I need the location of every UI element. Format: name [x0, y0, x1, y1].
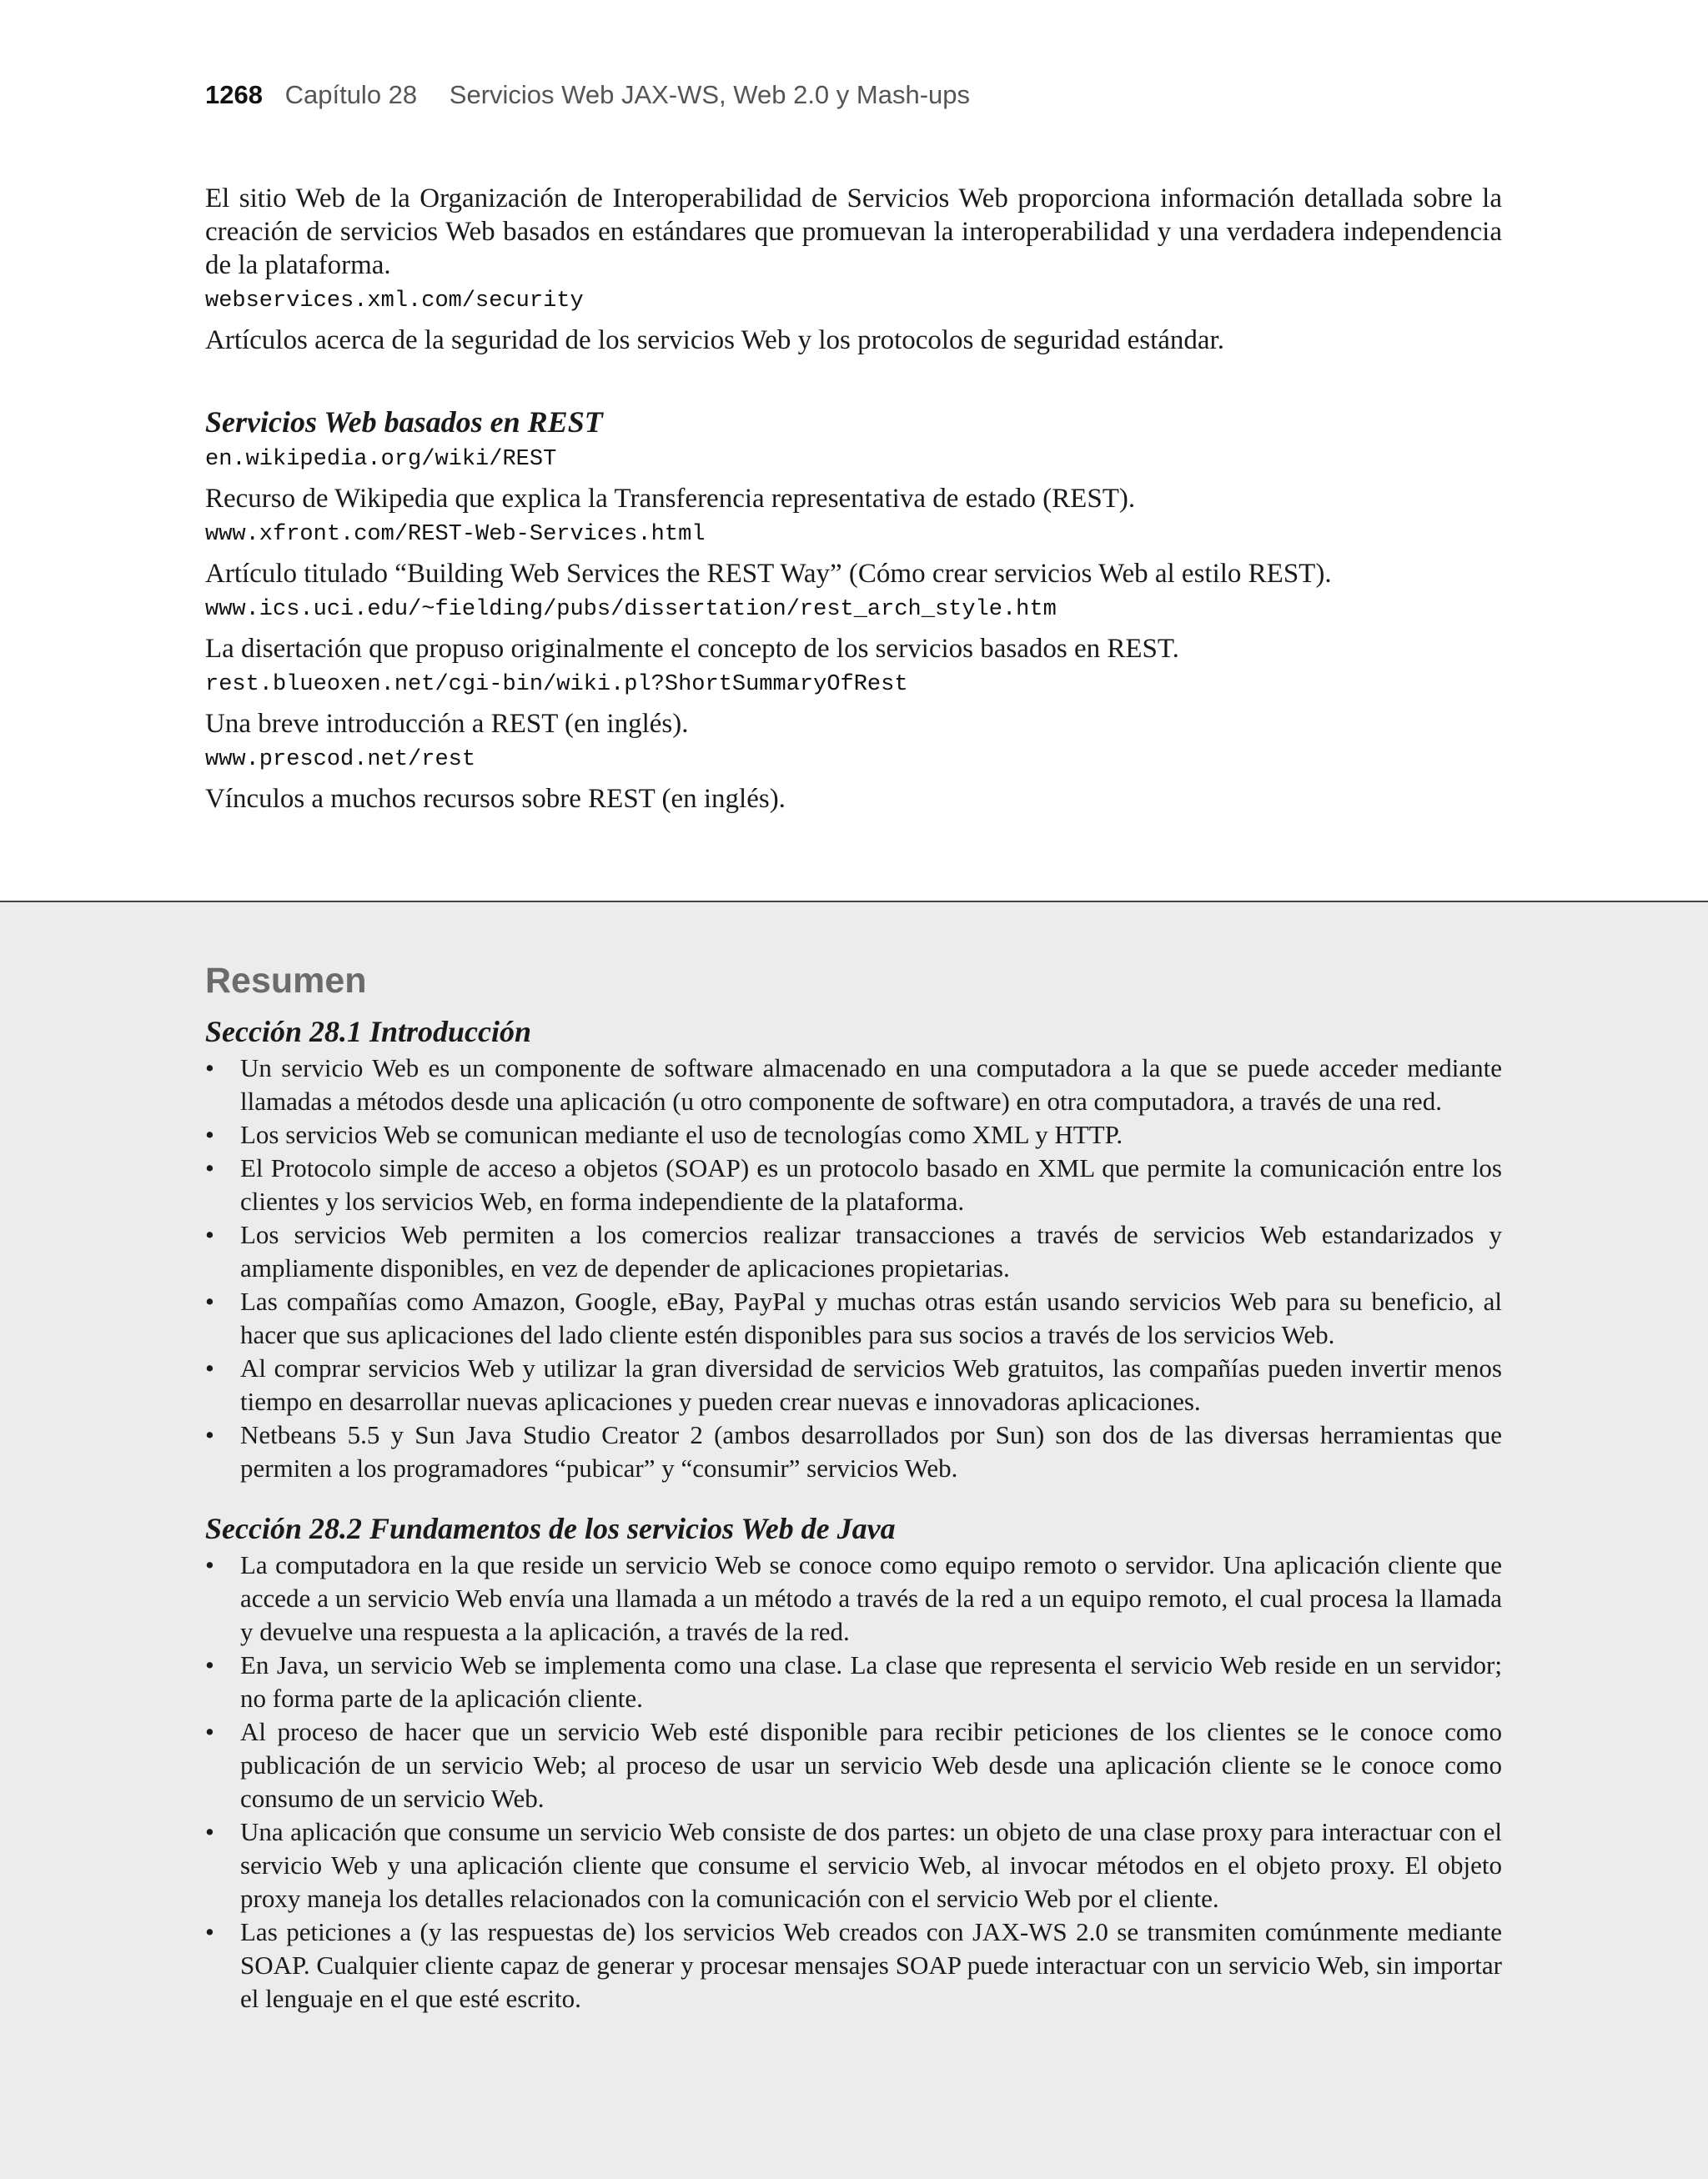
- summary-title: Resumen: [205, 961, 367, 1001]
- resource-description: Artículos acerca de la seguridad de los servicios Web y los protocolos de seguridad estándar.: [205, 325, 1224, 355]
- resource-url: en.wikipedia.org/wiki/REST: [205, 447, 557, 472]
- summary-box: [0, 901, 1708, 2179]
- bullet-list: [205, 1549, 1502, 2016]
- bullet-item: • El Protocolo simple de acceso a objetos (SOAP) es un protocolo basado en XML que permite la comunicación entre los clientes y los servicios Web, en forma independiente de la plataforma.: [205, 1152, 1502, 1218]
- bullet-item: • Un servicio Web es un componente de software almacenado en una computadora a la que se puede acceder mediante llamadas a métodos desde una aplicación (u otro componente de software) en otra computadora, a través de una red.: [205, 1052, 1502, 1118]
- bullet-item: • Al comprar servicios Web y utilizar la gran diversidad de servicios Web gratuitos, las compañías pueden invertir menos tiempo en desarrollar nuevas aplicaciones y pueden crear nuevas e innovadoras aplicaciones.: [205, 1352, 1502, 1418]
- page-number: 1268: [205, 80, 263, 109]
- bullet-item: • Las peticiones a (y las respuestas de) los servicios Web creados con JAX-WS 2.0 se transmiten comúnmente mediante SOAP. Cualquier cliente capaz de generar y procesar mensajes SOAP puede interactuar con un servicio Web, sin importar el lenguaje en el que esté escrito.: [205, 1915, 1502, 2016]
- resource-description: Vínculos a muchos recursos sobre REST (en inglés).: [205, 784, 786, 814]
- bullet-item: • En Java, un servicio Web se implementa como una clase. La clase que representa el servicio Web reside en un servidor; no forma parte de la aplicación cliente.: [205, 1649, 1502, 1715]
- chapter-label: Capítulo 28: [284, 80, 418, 109]
- bullet-item: • Los servicios Web se comunican mediante el uso de tecnologías como XML y HTTP.: [205, 1118, 1502, 1152]
- summary-content: [205, 961, 1502, 2016]
- section-heading: Sección 28.1 Introducción: [205, 1015, 532, 1048]
- bullet-item: • Las compañías como Amazon, Google, eBay, PayPal y muchas otras están usando servicios Web para su beneficio, al hacer que sus aplicaciones del lado cliente estén disponibles para sus socios a través de los servicios Web.: [205, 1285, 1502, 1352]
- rest-section-heading: Servicios Web basados en REST: [205, 405, 603, 439]
- references-block: [205, 182, 1502, 816]
- running-header: [205, 80, 970, 110]
- resource-description: Artículo titulado “Building Web Services the REST Way” (Cómo crear servicios Web al estilo REST).: [205, 559, 1332, 589]
- resource-url: www.prescod.net/rest: [205, 747, 476, 772]
- bullet-item: • Los servicios Web permiten a los comercios realizar transacciones a través de servicios Web estandarizados y ampliamente disponibles, en vez de depender de aplicaciones propietarias.: [205, 1218, 1502, 1285]
- resource-url: www.ics.uci.edu/~fielding/pubs/dissertation/rest_arch_style.htm: [205, 597, 1057, 622]
- resource-description: La disertación que propuso originalmente el concepto de los servicios basados en REST.: [205, 634, 1179, 664]
- resource-url: www.xfront.com/REST-Web-Services.html: [205, 522, 706, 547]
- bullet-list: [205, 1052, 1502, 1485]
- section-heading: Sección 28.2 Fundamentos de los servicios Web de Java: [205, 1512, 896, 1545]
- bullet-item: • La computadora en la que reside un servicio Web se conoce como equipo remoto o servidor. Una aplicación cliente que accede a un servicio Web envía una llamada a un método a través de la red a un equipo remoto, el cual procesa la llamada y devuelve una respuesta a la aplicación, a través de la red.: [205, 1549, 1502, 1649]
- bullet-item: • Al proceso de hacer que un servicio Web esté disponible para recibir peticiones de los clientes se le conoce como publicación de un servicio Web; al proceso de usar un servicio Web desde una aplicación cliente se le conoce como consumo de un servicio Web.: [205, 1715, 1502, 1815]
- resource-url: webservices.xml.com/security: [205, 289, 584, 314]
- bullet-item: • Una aplicación que consume un servicio Web consiste de dos partes: un objeto de una clase proxy para interactuar con el servicio Web y una aplicación cliente que consume el servicio Web, al invocar métodos en el objeto proxy. El objeto proxy maneja los detalles relacionados con la comunicación con el servicio Web por el cliente.: [205, 1815, 1502, 1915]
- bullet-item: • Netbeans 5.5 y Sun Java Studio Creator 2 (ambos desarrollados por Sun) son dos de las diversas herramientas que permiten a los programadores “pubicar” y “consumir” servicios Web.: [205, 1418, 1502, 1485]
- chapter-title: Servicios Web JAX-WS, Web 2.0 y Mash-ups: [449, 80, 971, 109]
- resource-description: Una breve introducción a REST (en inglés).: [205, 709, 689, 739]
- resource-url: rest.blueoxen.net/cgi-bin/wiki.pl?ShortSummaryOfRest: [205, 672, 908, 697]
- resource-description: Recurso de Wikipedia que explica la Transferencia representativa de estado (REST).: [205, 484, 1136, 514]
- intro-paragraph: El sitio Web de la Organización de Interoperabilidad de Servicios Web proporciona información detallada sobre la creación de servicios Web basados en estándares que promuevan la interoperabilidad y una verdadera independencia de la plataforma.: [205, 183, 1502, 280]
